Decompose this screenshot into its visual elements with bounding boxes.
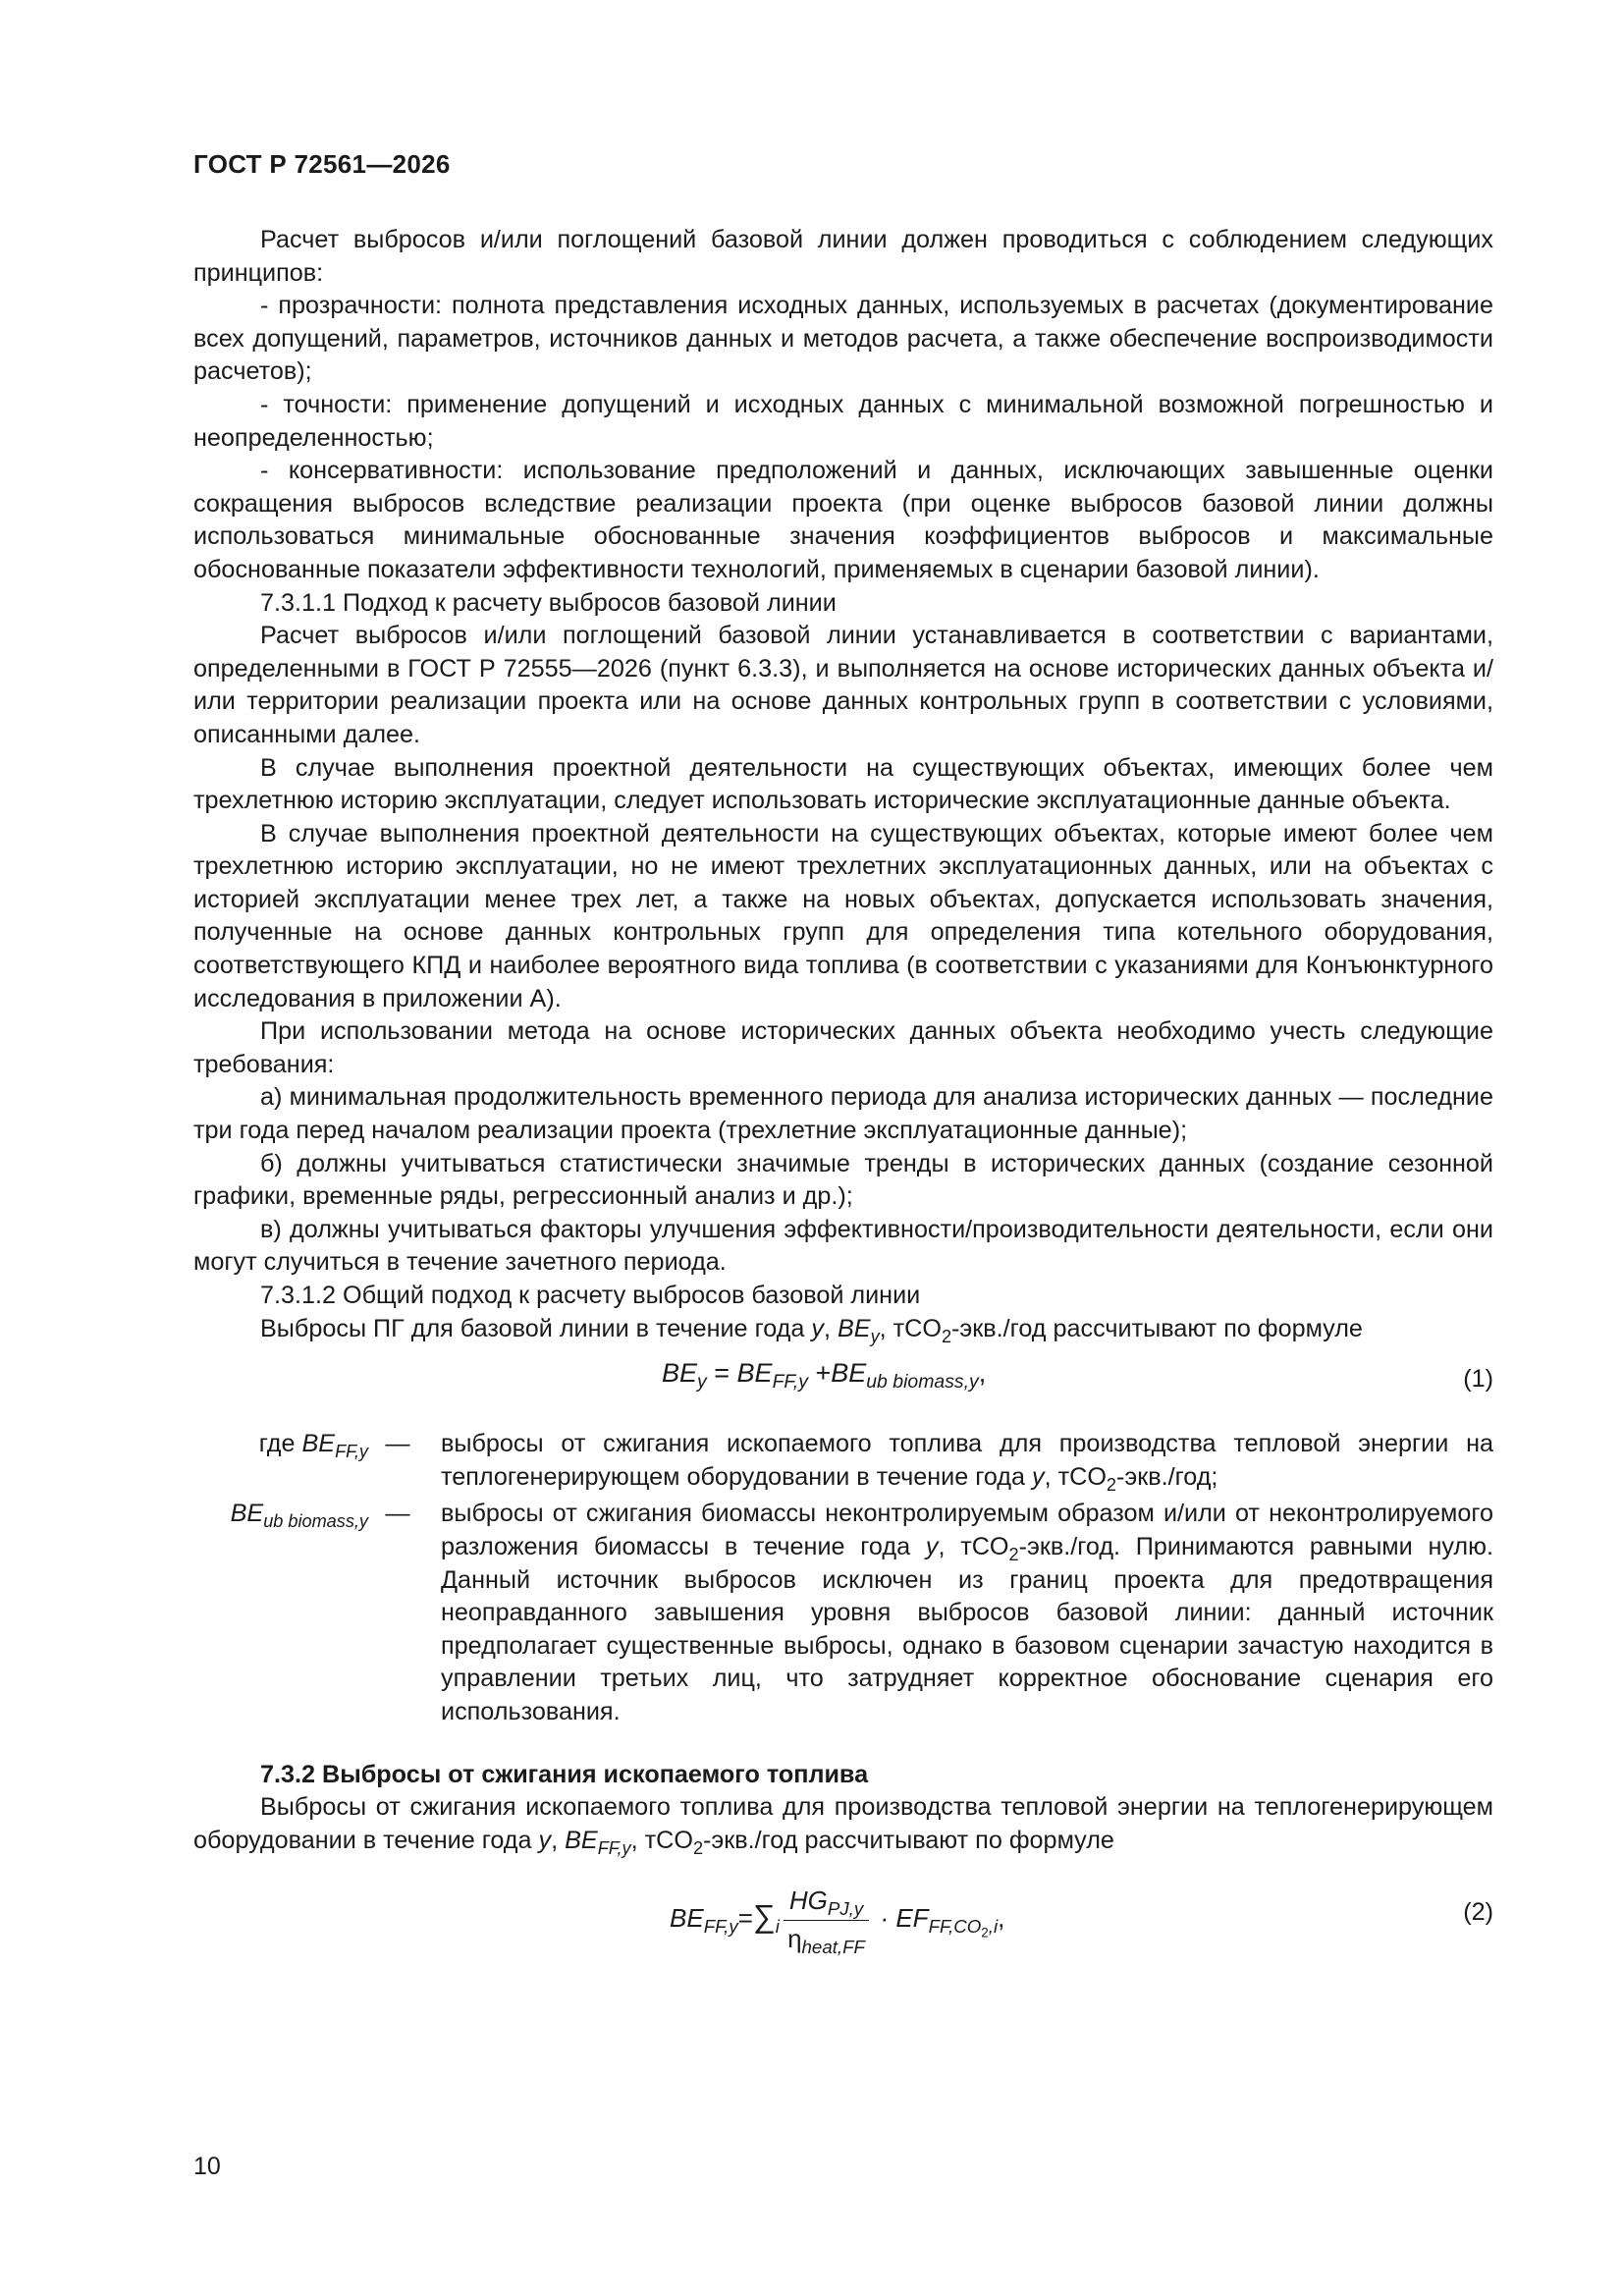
paragraph: В случае выполнения проектной деятельности на существующих объектах, имеющих более чем трехлетнюю историю эксплуатации, следует использовать исторические эксплуатационные данные объекта. <box>193 753 1493 815</box>
em-dash: — <box>385 1500 410 1528</box>
text: выбросы от сжигания ископаемого топлива для производства тепловой энергии на теплогенерирующем оборудовании в течение года <box>441 1430 1493 1491</box>
section-heading: 7.3.2 Выбросы от сжигания ископаемого топлива <box>260 1760 869 1788</box>
text: , тCO <box>1044 1462 1107 1491</box>
where-row <box>193 1428 1493 1494</box>
formula-1 <box>193 1353 1493 1412</box>
formula-number: (2) <box>1463 1898 1493 1927</box>
text: FF,y <box>335 1441 368 1461</box>
document-header: ГОСТ Р 72561—2026 <box>193 149 451 179</box>
denominator <box>784 1921 869 1956</box>
text: 2 <box>692 1837 704 1858</box>
text: HG <box>788 1886 828 1916</box>
text: BE <box>736 1358 773 1389</box>
em-dash: — <box>385 1430 410 1458</box>
text: 2 <box>1008 1544 1019 1564</box>
text: y <box>538 1826 552 1854</box>
text: -экв./год; <box>1116 1462 1218 1491</box>
paragraph <box>193 1791 1493 1857</box>
text: FF,CO <box>928 1916 982 1938</box>
text: · <box>873 1903 896 1934</box>
text: где <box>258 1430 302 1458</box>
where-description <box>427 1428 1493 1494</box>
text: + <box>807 1358 832 1389</box>
text: , тCO <box>938 1532 1009 1560</box>
text: BE <box>831 1358 867 1389</box>
text: BE <box>662 1358 698 1389</box>
paragraph: - прозрачности: полнота представления исходных данных, используемых в расчетах (документирование всех допущений, параметров, источников данных и методов расчета, а также обеспечение воспроизводимости расчетов); <box>193 292 1493 386</box>
paragraph: - консервативности: использование предположений и данных, исключающих завышенные оценки сокращения выбросов вследствие реализации проекта (при оценке выбросов базовой линии должны использоваться минимальные обоснованные значения коэффициентов выбросов и максимальные обоснованные показатели эффективности технологий, применяемых в сценарии базовой линии). <box>193 457 1493 583</box>
text: = <box>706 1358 737 1389</box>
text: y <box>870 1326 880 1346</box>
text: ub biomass,y <box>866 1371 979 1394</box>
text: ,i <box>988 1916 999 1938</box>
text: BE <box>230 1500 264 1528</box>
subsection-heading: 7.3.1.2 Общий подход к расчету выбросов базовой линии <box>260 1282 921 1309</box>
paragraph: При использовании метода на основе исторических данных объекта необходимо учесть следующие требования: <box>193 1017 1493 1078</box>
text: ub biomass,y <box>263 1511 368 1532</box>
formula-2-expression <box>670 1885 1004 1955</box>
text: , <box>998 1903 1005 1934</box>
text: -экв./год рассчитывают по формуле <box>951 1314 1363 1342</box>
text: BE <box>670 1903 704 1934</box>
paragraph: - точности: применение допущений и исходных данных с минимальной возможной погрешностью и неопределенностью; <box>193 390 1493 452</box>
text: 2 <box>981 1925 989 1941</box>
text: BE <box>301 1430 336 1458</box>
text: y <box>1032 1462 1045 1491</box>
text: , <box>551 1826 566 1854</box>
text: η <box>787 1923 802 1953</box>
subsection-heading: 7.3.1.1 Подход к расчету выбросов базовой линии <box>260 588 837 617</box>
paragraph: В случае выполнения проектной деятельности на существующих объектах, которые имеют более чем трехлетнюю историю эксплуатации, но не имеют трехлетних эксплуатационных данных, или на объектах с историей эксплуатации менее трех лет, а также на новых объектах, допускается использовать значения, полученные на основе данных контрольных групп для определения типа котельного оборудования, соответствующего КПД и наиболее вероятного вида топлива (в соответствии с указаниями для Конъюнктурного исследования в приложении А). <box>193 819 1493 1012</box>
formula-number: (1) <box>1463 1365 1493 1394</box>
text: = <box>737 1903 753 1934</box>
text: выбросы от сжигания биомассы неконтролируемым образом и/или от неконтролируемого разложения биомассы в течение года <box>441 1500 1493 1560</box>
document-body <box>193 224 1493 1961</box>
page-number: 10 <box>193 2153 221 2180</box>
text: BE <box>837 1314 871 1342</box>
text: BE <box>565 1826 598 1854</box>
text: 2 <box>941 1326 952 1346</box>
where-symbol <box>193 1428 368 1461</box>
text: , тCO <box>630 1826 693 1854</box>
formula-2 <box>193 1863 1493 1961</box>
where-row <box>193 1498 1493 1728</box>
text: FF,y <box>597 1837 631 1858</box>
text: y <box>697 1371 707 1394</box>
text: , тCO <box>879 1314 942 1342</box>
formula-1-expression <box>662 1357 987 1394</box>
paragraph: Расчет выбросов и/или поглощений базовой линии устанавливается в соответствии с вариантами, определенными в ГОСТ Р 72555—2026 (пункт 6.3.3), и выполняется на основе исторических данных объекта и/или территории реализации проекта или на основе данных контрольных групп в соответствии с условиями, описанными далее. <box>193 622 1493 748</box>
text: -экв./год рассчитывают по формуле <box>703 1826 1114 1854</box>
list-item: б) должны учитываться статистически значимые тренды в исторических данных (создание сезонной графики, временные ряды, регрессионный анализ и др.); <box>193 1149 1493 1211</box>
paragraph <box>193 1313 1493 1346</box>
text: -экв./год. Принимаются равными нулю. Данный источник выбросов исключен из границ проекта для предотвращения неоправданного завышения уровня выбросов базовой линии: данный источник предполагает существенные выбросы, однако в базовом сценарии зачастую находится в управлении третьих лиц, что затрудняет корректное обоснование сценария его использования. <box>441 1532 1493 1725</box>
text: PJ,y <box>827 1898 864 1920</box>
where-description <box>427 1498 1493 1728</box>
text: y <box>925 1532 939 1560</box>
where-block <box>193 1428 1493 1728</box>
text: , <box>978 1358 987 1389</box>
numerator <box>784 1885 869 1921</box>
text: Выбросы ПГ для базовой линии в течение года <box>260 1314 812 1342</box>
text: heat,FF <box>801 1936 865 1957</box>
list-item: в) должны учитываться факторы улучшения эффективности/производительности деятельности, если они могут случиться в течение зачетного периода. <box>193 1215 1493 1277</box>
text: FF,y <box>772 1371 808 1394</box>
text: FF,y <box>703 1916 738 1938</box>
text: , <box>823 1314 838 1342</box>
paragraph: Расчет выбросов и/или поглощений базовой линии должен проводиться с соблюдением следующих принципов: <box>193 226 1493 287</box>
fraction <box>784 1885 869 1955</box>
sum-symbol: ∑ <box>752 1898 776 1935</box>
text: 2 <box>1106 1474 1117 1495</box>
text: Выбросы от сжигания ископаемого топлива для производства тепловой энергии на теплогенерирующем оборудовании в течение года <box>193 1793 1493 1854</box>
list-item: а) минимальная продолжительность временного периода для анализа исторических данных — последние три года перед началом реализации проекта (трехлетние эксплуатационные данные); <box>193 1083 1493 1145</box>
where-symbol <box>193 1498 368 1531</box>
text: i <box>775 1916 780 1938</box>
text: EF <box>895 1903 929 1934</box>
text: y <box>811 1314 824 1342</box>
